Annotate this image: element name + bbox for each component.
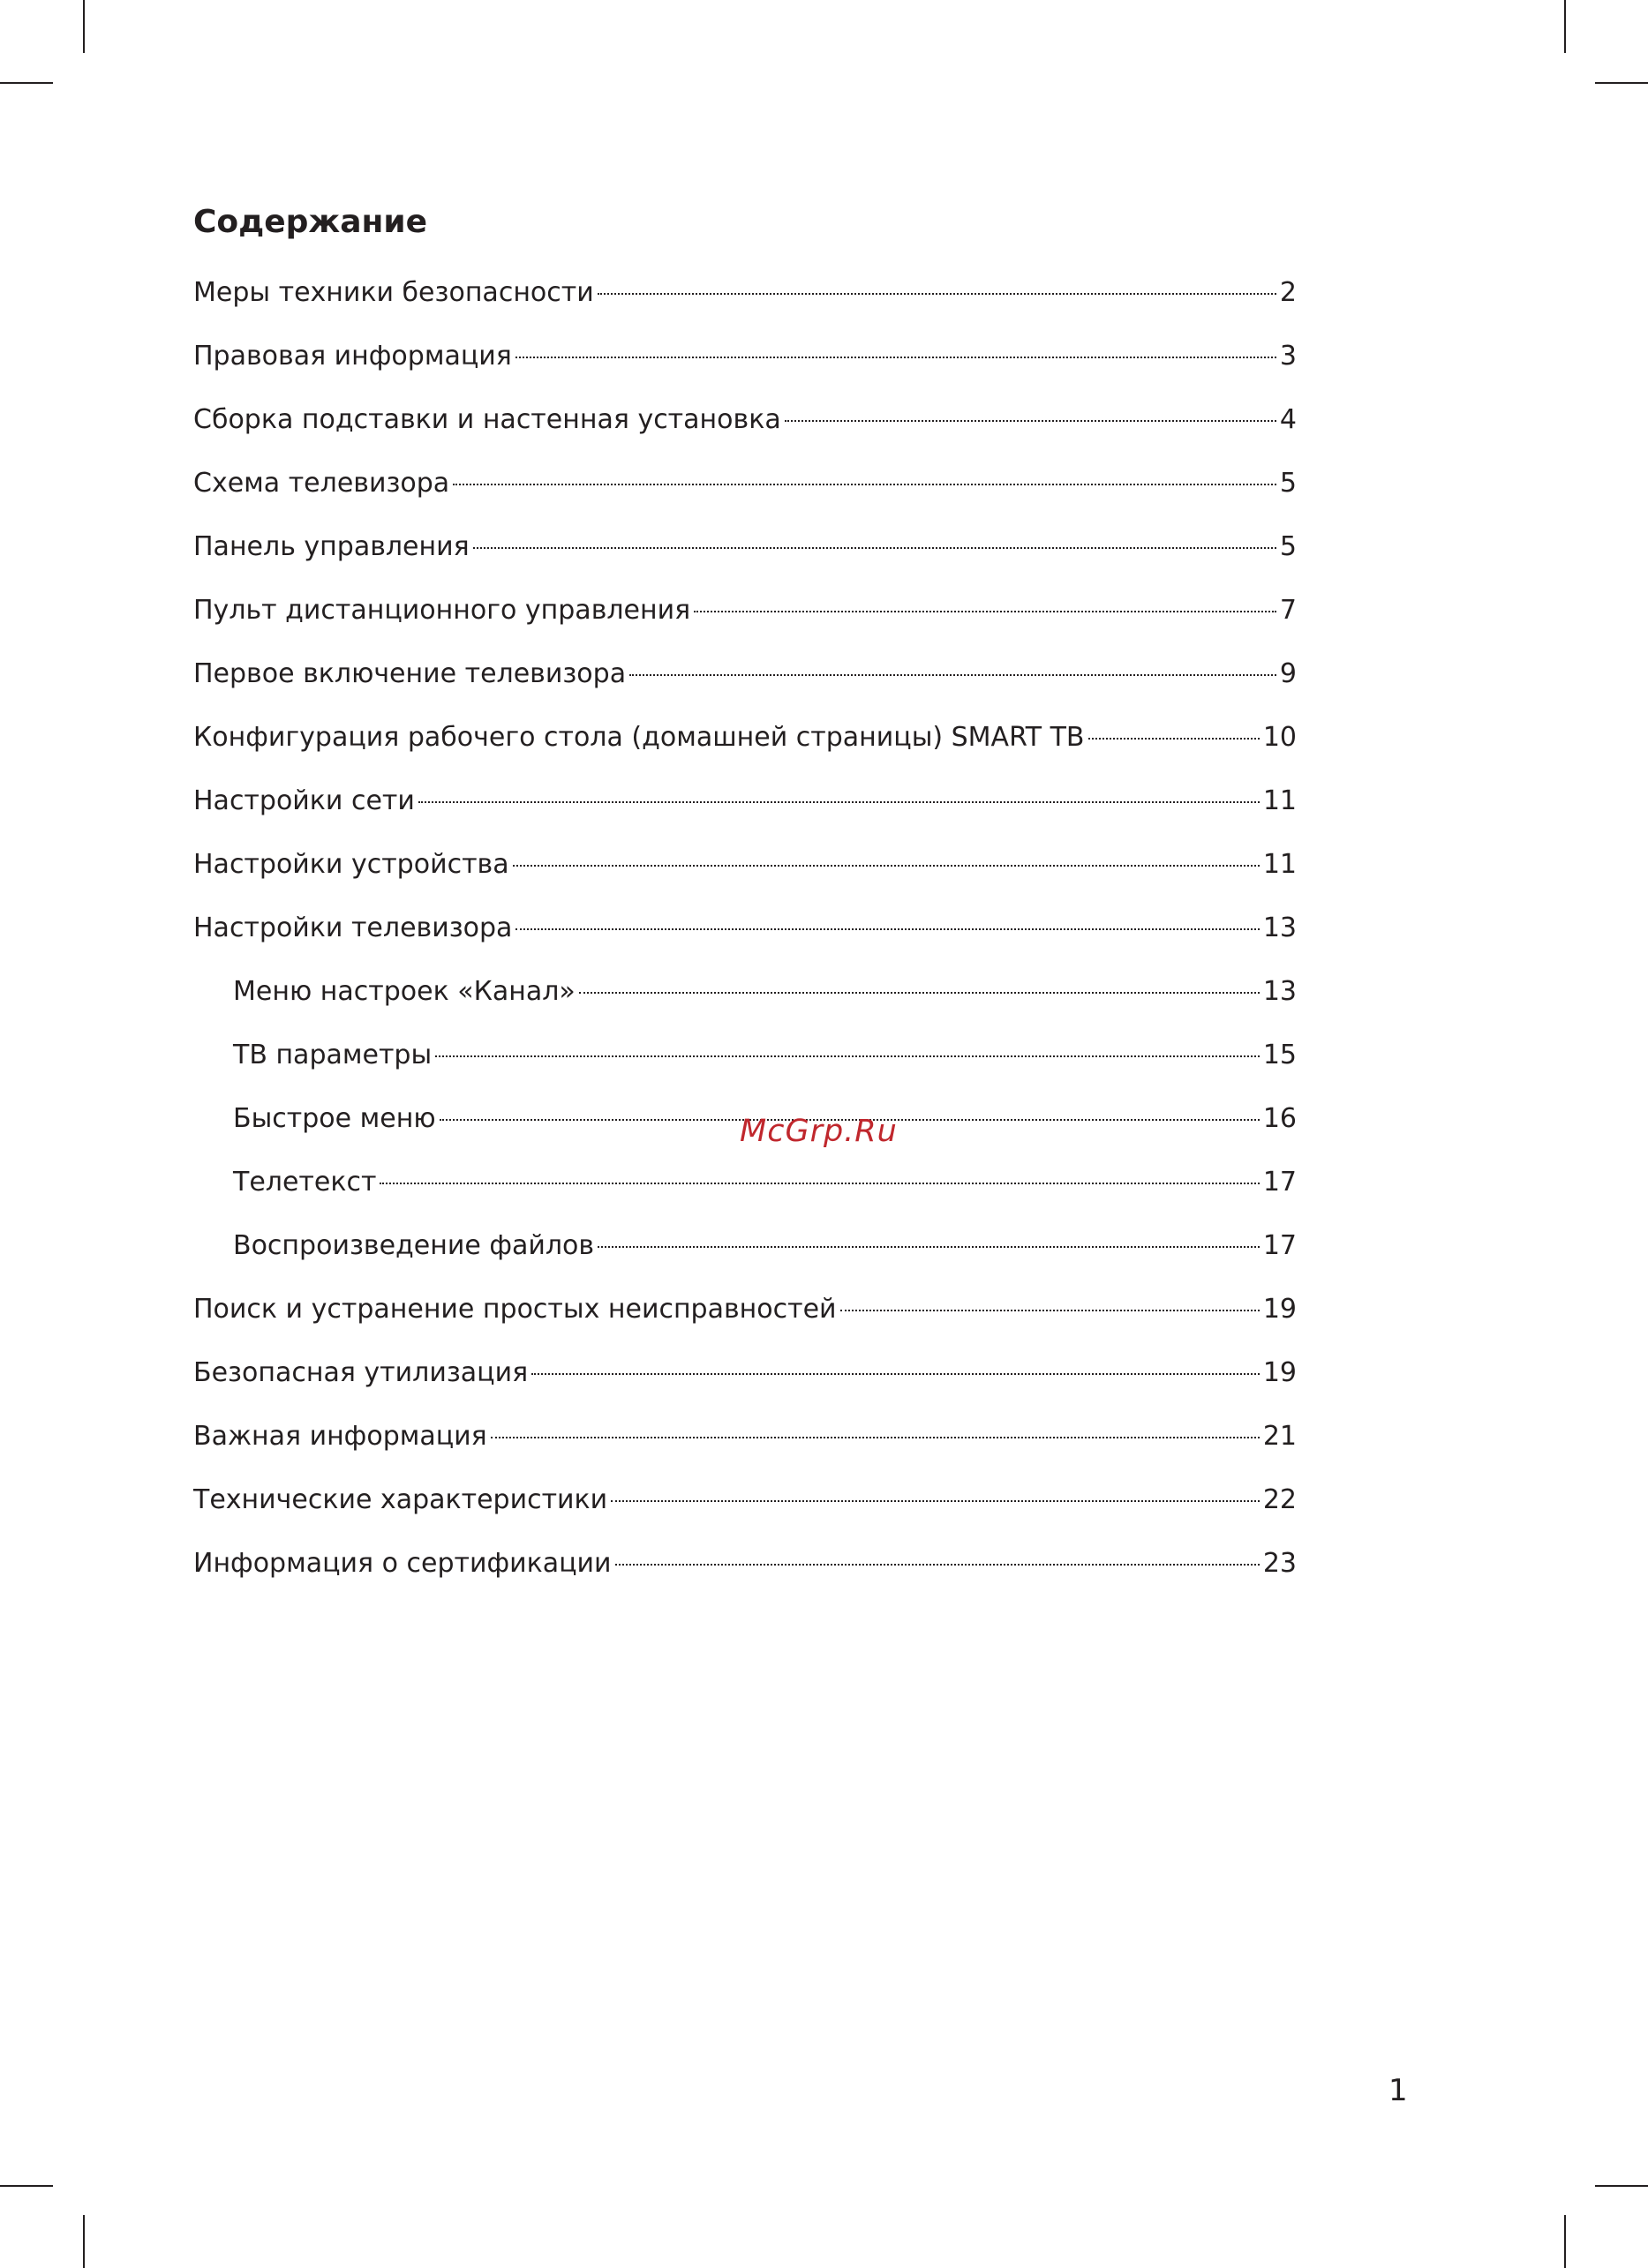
crop-mark-bottom-right-vertical xyxy=(1564,2215,1566,2268)
crop-mark-top-right-vertical xyxy=(1564,0,1566,53)
toc-entry-page: 10 xyxy=(1262,722,1297,753)
toc-entry-page: 4 xyxy=(1279,404,1297,435)
toc-entry[interactable] xyxy=(193,515,1297,579)
toc-entry[interactable] xyxy=(193,706,1297,770)
toc-entry-page: 13 xyxy=(1262,976,1297,1007)
toc-dot-leader xyxy=(453,484,1276,485)
toc-entry[interactable] xyxy=(193,770,1297,833)
toc-entry-page: 23 xyxy=(1262,1548,1297,1579)
toc-dot-leader xyxy=(435,1055,1260,1057)
toc-entry-label: Технические характеристики xyxy=(193,1484,608,1515)
toc-entry-page: 11 xyxy=(1262,785,1297,816)
toc-entry-page: 22 xyxy=(1262,1484,1297,1515)
toc-entry[interactable] xyxy=(193,452,1297,515)
toc-entry-label: Воспроизведение файлов xyxy=(233,1230,595,1261)
toc-entry[interactable] xyxy=(193,833,1297,897)
toc-entry-page: 11 xyxy=(1262,849,1297,880)
toc-dot-leader xyxy=(491,1437,1260,1438)
toc-entry[interactable] xyxy=(193,642,1297,706)
toc-entry-label: Настройки сети xyxy=(193,785,415,816)
toc-dot-leader xyxy=(629,674,1276,676)
toc-entry-label: Пульт дистанционного управления xyxy=(193,595,691,626)
toc-list xyxy=(193,261,1297,1596)
toc-entry-page: 7 xyxy=(1279,595,1297,626)
watermark: McGrp.Ru xyxy=(740,1114,898,1149)
toc-dot-leader xyxy=(598,293,1276,295)
toc-entry[interactable] xyxy=(193,897,1297,960)
toc-entry-page: 17 xyxy=(1262,1230,1297,1261)
toc-entry-label: Первое включение телевизора xyxy=(193,658,627,689)
toc-entry-label: Важная информация xyxy=(193,1421,487,1452)
toc-entry-label: Поиск и устранение простых неисправностей xyxy=(193,1294,837,1325)
toc-entry[interactable] xyxy=(193,1024,1297,1087)
toc-dot-leader xyxy=(840,1310,1260,1311)
toc-entry[interactable] xyxy=(193,960,1297,1024)
toc-dot-leader xyxy=(515,928,1259,930)
toc-entry[interactable] xyxy=(193,261,1297,325)
toc-entry[interactable] xyxy=(193,1151,1297,1214)
toc-entry-label: Настройки телевизора xyxy=(193,912,513,943)
toc-entry-label: Телетекст xyxy=(233,1167,377,1198)
toc-entry[interactable] xyxy=(193,1341,1297,1405)
toc-dot-leader xyxy=(598,1246,1260,1248)
toc-entry-page: 16 xyxy=(1262,1103,1297,1134)
toc-entry-page: 5 xyxy=(1279,468,1297,499)
crop-mark-bottom-right-horizontal xyxy=(1595,2185,1648,2187)
toc-entry[interactable] xyxy=(193,579,1297,642)
page-number: 1 xyxy=(1388,2073,1408,2108)
toc-entry[interactable] xyxy=(193,1214,1297,1278)
toc-entry[interactable] xyxy=(193,1468,1297,1532)
toc-entry-page: 2 xyxy=(1279,277,1297,308)
toc-entry-page: 19 xyxy=(1262,1294,1297,1325)
table-of-contents xyxy=(193,199,1297,1596)
toc-entry-page: 13 xyxy=(1262,912,1297,943)
crop-mark-top-left-horizontal xyxy=(0,82,53,84)
toc-entry-page: 5 xyxy=(1279,531,1297,562)
toc-entry-page: 9 xyxy=(1279,658,1297,689)
toc-entry-label: Меню настроек «Канал» xyxy=(233,976,576,1007)
toc-entry-page: 3 xyxy=(1279,341,1297,372)
toc-entry-label: Конфигурация рабочего стола (домашней страницы) SMART ТВ xyxy=(193,722,1085,753)
toc-dot-leader xyxy=(531,1373,1260,1375)
toc-entry-label: Схема телевизора xyxy=(193,468,450,499)
crop-mark-top-right-horizontal xyxy=(1595,82,1648,84)
toc-entry-label: Сборка подставки и настенная установка xyxy=(193,404,781,435)
toc-entry-label: Настройки устройства xyxy=(193,849,509,880)
toc-dot-leader xyxy=(1088,738,1260,740)
toc-entry-page: 21 xyxy=(1262,1421,1297,1452)
toc-entry-label: Информация о сертификации xyxy=(193,1548,612,1579)
toc-dot-leader xyxy=(380,1183,1259,1184)
toc-dot-leader xyxy=(694,611,1276,612)
toc-entry-label: Панель управления xyxy=(193,531,470,562)
crop-mark-bottom-left-vertical xyxy=(83,2215,85,2268)
toc-dot-leader xyxy=(473,547,1276,549)
crop-mark-bottom-left-horizontal xyxy=(0,2185,53,2187)
toc-entry[interactable] xyxy=(193,1405,1297,1468)
toc-dot-leader xyxy=(515,357,1276,358)
toc-entry[interactable] xyxy=(193,1278,1297,1341)
toc-entry[interactable] xyxy=(193,1532,1297,1596)
toc-title: Содержание xyxy=(193,204,428,240)
toc-entry-label: Быстрое меню xyxy=(233,1103,436,1134)
toc-dot-leader xyxy=(615,1564,1260,1566)
toc-dot-leader xyxy=(611,1500,1260,1502)
toc-dot-leader xyxy=(418,801,1260,803)
toc-dot-leader xyxy=(579,992,1260,994)
toc-entry-label: ТВ параметры xyxy=(233,1040,433,1070)
toc-entry-page: 17 xyxy=(1262,1167,1297,1198)
toc-dot-leader xyxy=(785,420,1276,422)
toc-entry[interactable] xyxy=(193,388,1297,452)
toc-entry-label: Безопасная утилизация xyxy=(193,1357,529,1388)
toc-entry-page: 15 xyxy=(1262,1040,1297,1070)
crop-mark-top-left-vertical xyxy=(83,0,85,53)
toc-entry-label: Правовая информация xyxy=(193,341,512,372)
toc-entry[interactable] xyxy=(193,325,1297,388)
toc-entry-label: Меры техники безопасности xyxy=(193,277,594,308)
toc-dot-leader xyxy=(513,865,1260,867)
toc-entry-page: 19 xyxy=(1262,1357,1297,1388)
